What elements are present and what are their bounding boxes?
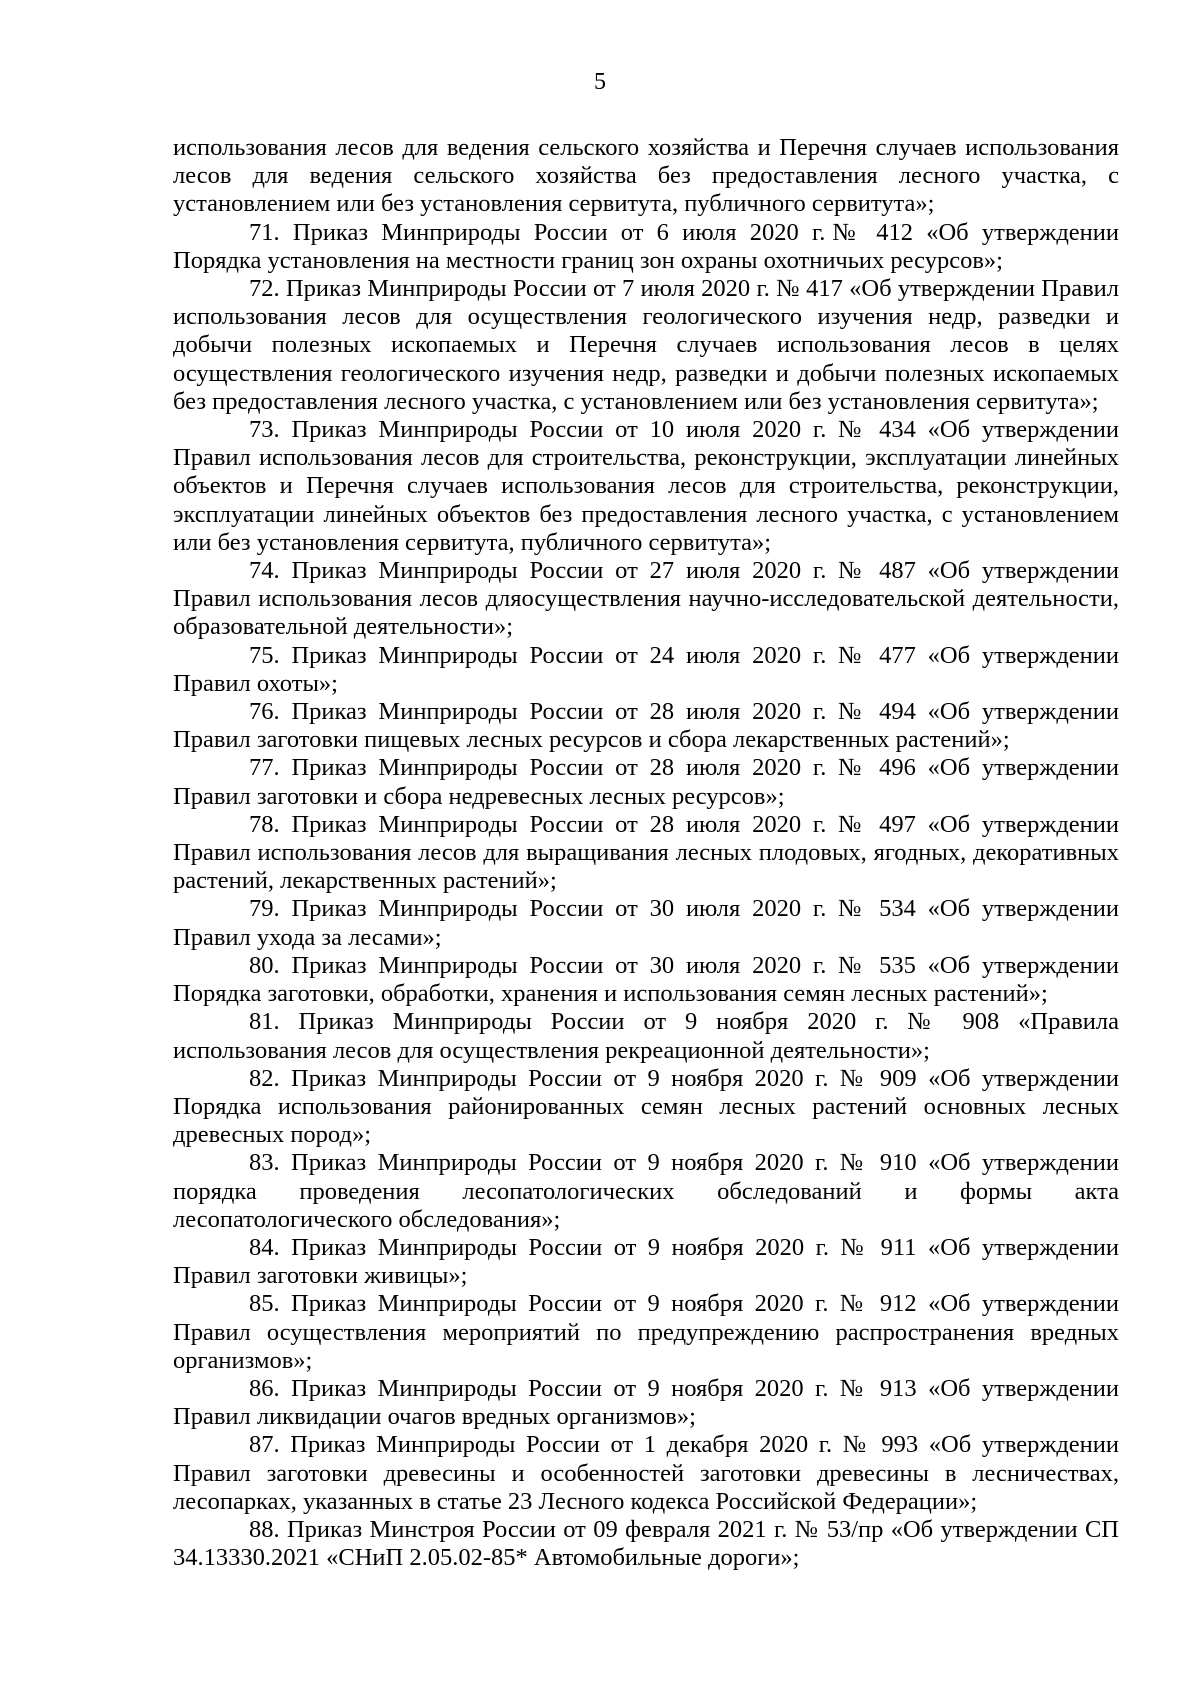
document-body [173, 134, 1119, 1572]
list-item-81: 81. Приказ Минприроды России от 9 ноября 2020 г. № 908 «Правила использования лесов для осуществления рекреационной деятельности»; [173, 1008, 1119, 1064]
list-item-76: 76. Приказ Минприроды России от 28 июля 2020 г. № 494 «Об утверждении Правил заготовки пищевых лесных ресурсов и сбора лекарственных растений»; [173, 698, 1119, 754]
list-item-84: 84. Приказ Минприроды России от 9 ноября 2020 г. № 911 «Об утверждении Правил заготовки живицы»; [173, 1233, 1119, 1290]
list-item-74: 74. Приказ Минприроды России от 27 июля 2020 г. № 487 «Об утверждении Правил использования лесов дляосуществления научно-исследовательской деятельности, образовательной деятельности»; [173, 557, 1119, 641]
list-item-87: 87. Приказ Минприроды России от 1 декабря 2020 г. № 993 «Об утверждении Правил заготовки древесины и особенностей заготовки древесины в лесничествах, лесопарках, указанных в статье 23 Лесного кодекса Российской Федерации»; [173, 1431, 1119, 1515]
page-number: 5 [594, 69, 606, 95]
list-item-80: 80. Приказ Минприроды России от 30 июля 2020 г. № 535 «Об утверждении Порядка заготовки, обработки, хранения и использования семян лесных растений»; [173, 951, 1119, 1008]
list-item-75: 75. Приказ Минприроды России от 24 июля 2020 г. № 477 «Об утверждении Правил охоты»; [173, 641, 1119, 697]
paragraph-continuation: использования лесов для ведения сельского хозяйства и Перечня случаев использования лесов для ведения сельского хозяйства без предоставления лесного участка, с установлением или без установления сервитута, публичного сервитута»; [173, 134, 1119, 218]
list-item-85: 85. Приказ Минприроды России от 9 ноября 2020 г. № 912 «Об утверждении Правил осуществления мероприятий по предупреждению распространения вредных организмов»; [173, 1290, 1119, 1374]
list-item-83: 83. Приказ Минприроды России от 9 ноября 2020 г. № 910 «Об утверждении порядка проведения лесопатологических обследований и формы акта лесопатологического обследования»; [173, 1149, 1119, 1233]
list-item-73: 73. Приказ Минприроды России от 10 июля 2020 г. № 434 «Об утверждении Правил использования лесов для строительства, реконструкции, эксплуатации линейных объектов и Перечня случаев использования лесов для строительства, реконструкции, эксплуатации линейных объектов без предоставления лесного участка, с установлением или без установления сервитута, публичного сервитута»; [173, 416, 1119, 556]
list-item-71: 71. Приказ Минприроды России от 6 июля 2020 г.№ 412 «Об утверждении Порядка установления на местности границ зон охраны охотничьих ресурсов»; [173, 218, 1119, 274]
list-item-86: 86. Приказ Минприроды России от 9 ноября 2020 г. № 913 «Об утверждении Правил ликвидации очагов вредных организмов»; [173, 1374, 1119, 1431]
list-item-88: 88. Приказ Минстроя России от 09 февраля 2021 г. № 53/пр «Об утверждении СП 34.13330.2021 «СНиП 2.05.02-85* Автомобильные дороги»; [173, 1515, 1119, 1572]
list-item-82: 82. Приказ Минприроды России от 9 ноября 2020 г. № 909 «Об утверждении Порядка использования районированных семян лесных растений основных лесных древесных пород»; [173, 1064, 1119, 1149]
list-item-77: 77. Приказ Минприроды России от 28 июля 2020 г. № 496 «Об утверждении Правил заготовки и сбора недревесных лесных ресурсов»; [173, 754, 1119, 810]
list-item-72: 72. Приказ Минприроды России от 7 июля 2020 г. № 417 «Об утверждении Правил использования лесов для осуществления геологического изучения недр, разведки и добычи полезных ископаемых и Перечня случаев использования лесов в целях осуществления геологического изучения недр, разведки и добычи полезных ископаемых без предоставления лесного участка, с установлением или без установления сервитута»; [173, 275, 1119, 415]
list-item-79: 79. Приказ Минприроды России от 30 июля 2020 г. № 534 «Об утверждении Правил ухода за лесами»; [173, 895, 1119, 951]
list-item-78: 78. Приказ Минприроды России от 28 июля 2020 г. № 497 «Об утверждении Правил использования лесов для выращивания лесных плодовых, ягодных, декоративных растений, лекарственных растений»; [173, 810, 1119, 895]
